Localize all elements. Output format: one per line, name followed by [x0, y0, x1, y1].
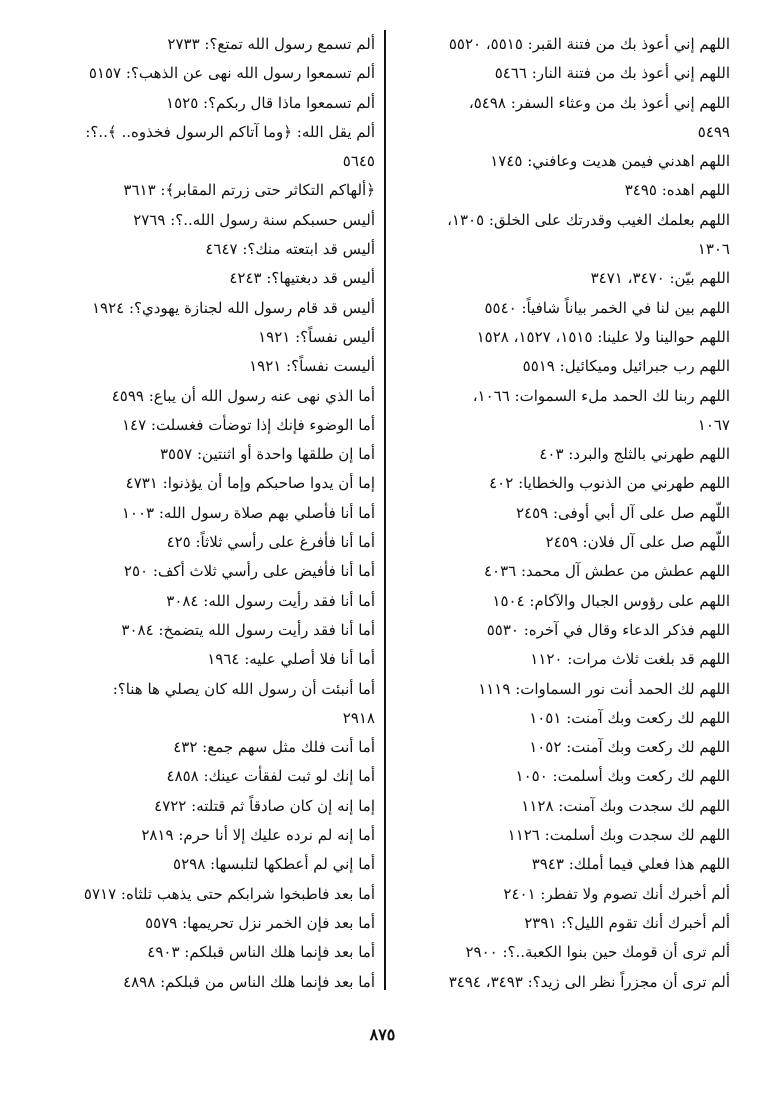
index-entry: اللهم حوالينا ولا علينا: ١٥١٥، ١٥٢٧، ١٥٢٨	[476, 327, 730, 346]
index-entry: أما إنك لو ثبت لفقأت عينك: ٤٨٥٨	[166, 767, 375, 786]
index-entry: أليس قد دبغتيها؟: ٤٢٤٣	[229, 269, 375, 288]
index-entry: أما الوضوء فإنك إذا توضأت فغسلت: ١٤٧	[121, 415, 375, 434]
index-entry: اللهم لك سجدت وبك آمنت: ١١٢٨	[521, 796, 730, 815]
index-entry: أما أنا فلا أصلي عليه: ١٩٦٤	[207, 650, 375, 669]
index-entry: اللهم إني أعوذ بك من فتنة النار: ٥٤٦٦	[494, 64, 730, 83]
index-entry: اللهم لك ركعت وبك آمنت: ١٠٥٢	[529, 738, 730, 757]
index-entry: ٢٩١٨	[342, 708, 375, 727]
index-entry: اللهم لك سجدت وبك أسلمت: ١١٢٦	[507, 826, 730, 845]
index-entry: أما بعد فإن الخمر نزل تحريمها: ٥٥٧٩	[145, 913, 375, 932]
index-entry: أما إني لم أعطكها لتلبسها: ٥٢٩٨	[173, 855, 375, 874]
index-entry: ٥٤٩٩	[697, 122, 730, 141]
index-entry: اللهم إني أعوذ بك من فتنة القبر: ٥٥١٥، ٥٥٢٠	[448, 35, 730, 53]
index-entry: أليس حسبكم سنة رسول الله..؟: ٢٧٦٩	[133, 210, 375, 229]
index-entry: اللهم طهرني من الذنوب والخطايا: ٤٠٢	[489, 474, 730, 493]
index-entry: ٥٦٤٥	[342, 152, 375, 171]
index-entry: أما الذي نهى عنه رسول الله أن يباع: ٤٥٩٩	[111, 386, 375, 405]
page-number: ٨٧٥	[369, 1025, 396, 1044]
index-entry: اللهم طهرني بالثلج والبرد: ٤٠٣	[539, 445, 730, 464]
index-entry: ألم أخبرك أنك تقوم الليل؟: ٢٣٩١	[524, 913, 730, 932]
index-entry: اللهم بين لنا في الخمر بياناً شافياً: ٥٥٤٠	[484, 298, 730, 317]
index-entry: أما إن طلقها واحدة أو اثنتين: ٣٥٥٧	[160, 445, 375, 464]
index-entry: أليست نفساً؟: ١٩٢١	[249, 357, 375, 376]
index-entry: إما إنه إن كان صادقاً ثم قتلته: ٤٧٢٢	[154, 796, 375, 815]
index-entry: أما بعد فإنما هلك الناس قبلكم: ٤٩٠٣	[147, 943, 375, 962]
index-entry: أما أنا فأفرغ على رأسي ثلاثاً: ٤٢٥	[166, 533, 375, 552]
index-entry: ألم ترى أن مجزراً نظر الى زيد؟: ٣٤٩٣، ٣٤٩٤	[448, 972, 730, 991]
index-entry: إما أن يدوا صاحبكم وإما أن يؤذنوا: ٤٧٣١	[125, 474, 375, 493]
index-entry: اللهم فذكر الدعاء وقال في آخره: ٥٥٣٠	[486, 620, 730, 639]
column-divider	[384, 30, 386, 990]
index-entry: ألم تسمع رسول الله تمتع؟: ٢٧٣٣	[167, 35, 375, 53]
index-entry: ﴿ألهاكم التكاثر حتى زرتم المقابر﴾: ٣٦١٣	[123, 181, 375, 200]
index-entry: أما إنه لم نرده عليك إلا أنا حرم: ٢٨١٩	[141, 826, 375, 845]
index-entry: ألم يقل الله: ﴿وما آتاكم الرسول فخذوه.. ﴾..؟:	[85, 122, 375, 141]
index-entry: ألم أخبرك أنك تصوم ولا تفطر: ٢٤٠١	[503, 884, 730, 903]
index-entry: اللهم لك ركعت وبك آمنت: ١٠٥١	[529, 708, 730, 727]
index-column-left	[35, 30, 375, 997]
index-entry: اللهم بيّن: ٣٤٧٠، ٣٤٧١	[590, 269, 730, 288]
index-entry: اللهم اهده: ٣٤٩٥	[624, 181, 730, 200]
index-entry: اللهم اهدني فيمن هديت وعافني: ١٧٤٥	[490, 152, 730, 171]
index-entry: ألم تسمعوا ماذا قال ربكم؟: ١٥٢٥	[166, 93, 375, 112]
index-entry: أما أنبئت أن رسول الله كان يصلي ها هنا؟:	[112, 679, 375, 698]
index-entry: اللهم عطش من عطش آل محمد: ٤٠٣٦	[483, 562, 730, 581]
index-entry: ١٣٠٦	[697, 240, 730, 259]
index-column-right	[395, 30, 730, 997]
index-entry: أليس نفساً؟: ١٩٢١	[258, 327, 375, 346]
index-entry: اللهم هذا فعلي فيما أملك: ٣٩٤٣	[531, 855, 730, 874]
index-entry: اللهم لك الحمد أنت نور السماوات: ١١١٩	[478, 679, 730, 698]
index-entry: ألم ترى أن قومك حين بنوا الكعبة..؟: ٢٩٠٠	[465, 943, 730, 962]
index-entry: اللهم بعلمك الغيب وقدرتك على الخلق: ١٣٠٥،	[447, 210, 730, 229]
index-entry: اللهم على رؤوس الجبال والآكام: ١٥٠٤	[492, 591, 730, 610]
index-entry: اللهم ربنا لك الحمد ملء السموات: ١٠٦٦،	[472, 386, 730, 405]
index-entry: اللهم إني أعوذ بك من وعثاء السفر: ٥٤٩٨،	[468, 93, 730, 112]
index-entry: أما أنا فقد رأيت رسول الله يتضمخ: ٣٠٨٤	[121, 620, 375, 639]
index-entry: أليس قد ابتعته منك؟: ٤٦٤٧	[205, 240, 375, 259]
index-entry: أما بعد فاطبخوا شرابكم حتى يذهب ثلثاه: ٥٧١٧	[83, 884, 375, 903]
index-entry: أليس قد قام رسول الله لجنازة يهودي؟: ١٩٢٤	[91, 298, 375, 317]
index-entry: اللهم قد بلغت ثلاث مرات: ١١٢٠	[530, 650, 730, 669]
index-entry: ١٠٦٧	[697, 415, 730, 434]
index-entry: أما أنت فلك مثل سهم جمع: ٤٣٢	[173, 738, 375, 757]
index-entry: أما أنا فأصلي بهم صلاة رسول الله: ١٠٠٣	[121, 503, 375, 522]
index-entry: ألم تسمعوا رسول الله نهى عن الذهب؟: ٥١٥٧	[88, 64, 375, 83]
index-entry: أما بعد فإنما هلك الناس من قبلكم: ٤٨٩٨	[123, 972, 375, 991]
index-entry: اللهم لك ركعت وبك أسلمت: ١٠٥٠	[515, 767, 730, 786]
index-entry: اللّهم صل على آل أبي أوفى: ٢٤٥٩	[515, 503, 730, 522]
index-entry: أما أنا فأفيض على رأسي ثلاث أكف: ٢٥٠	[123, 562, 375, 581]
index-entry: اللّهم صل على آل فلان: ٢٤٥٩	[545, 533, 730, 552]
index-entry: أما أنا فقد رأيت رسول الله: ٣٠٨٤	[166, 591, 375, 610]
index-entry: اللهم رب جبرائيل وميكائيل: ٥٥١٩	[522, 357, 730, 376]
